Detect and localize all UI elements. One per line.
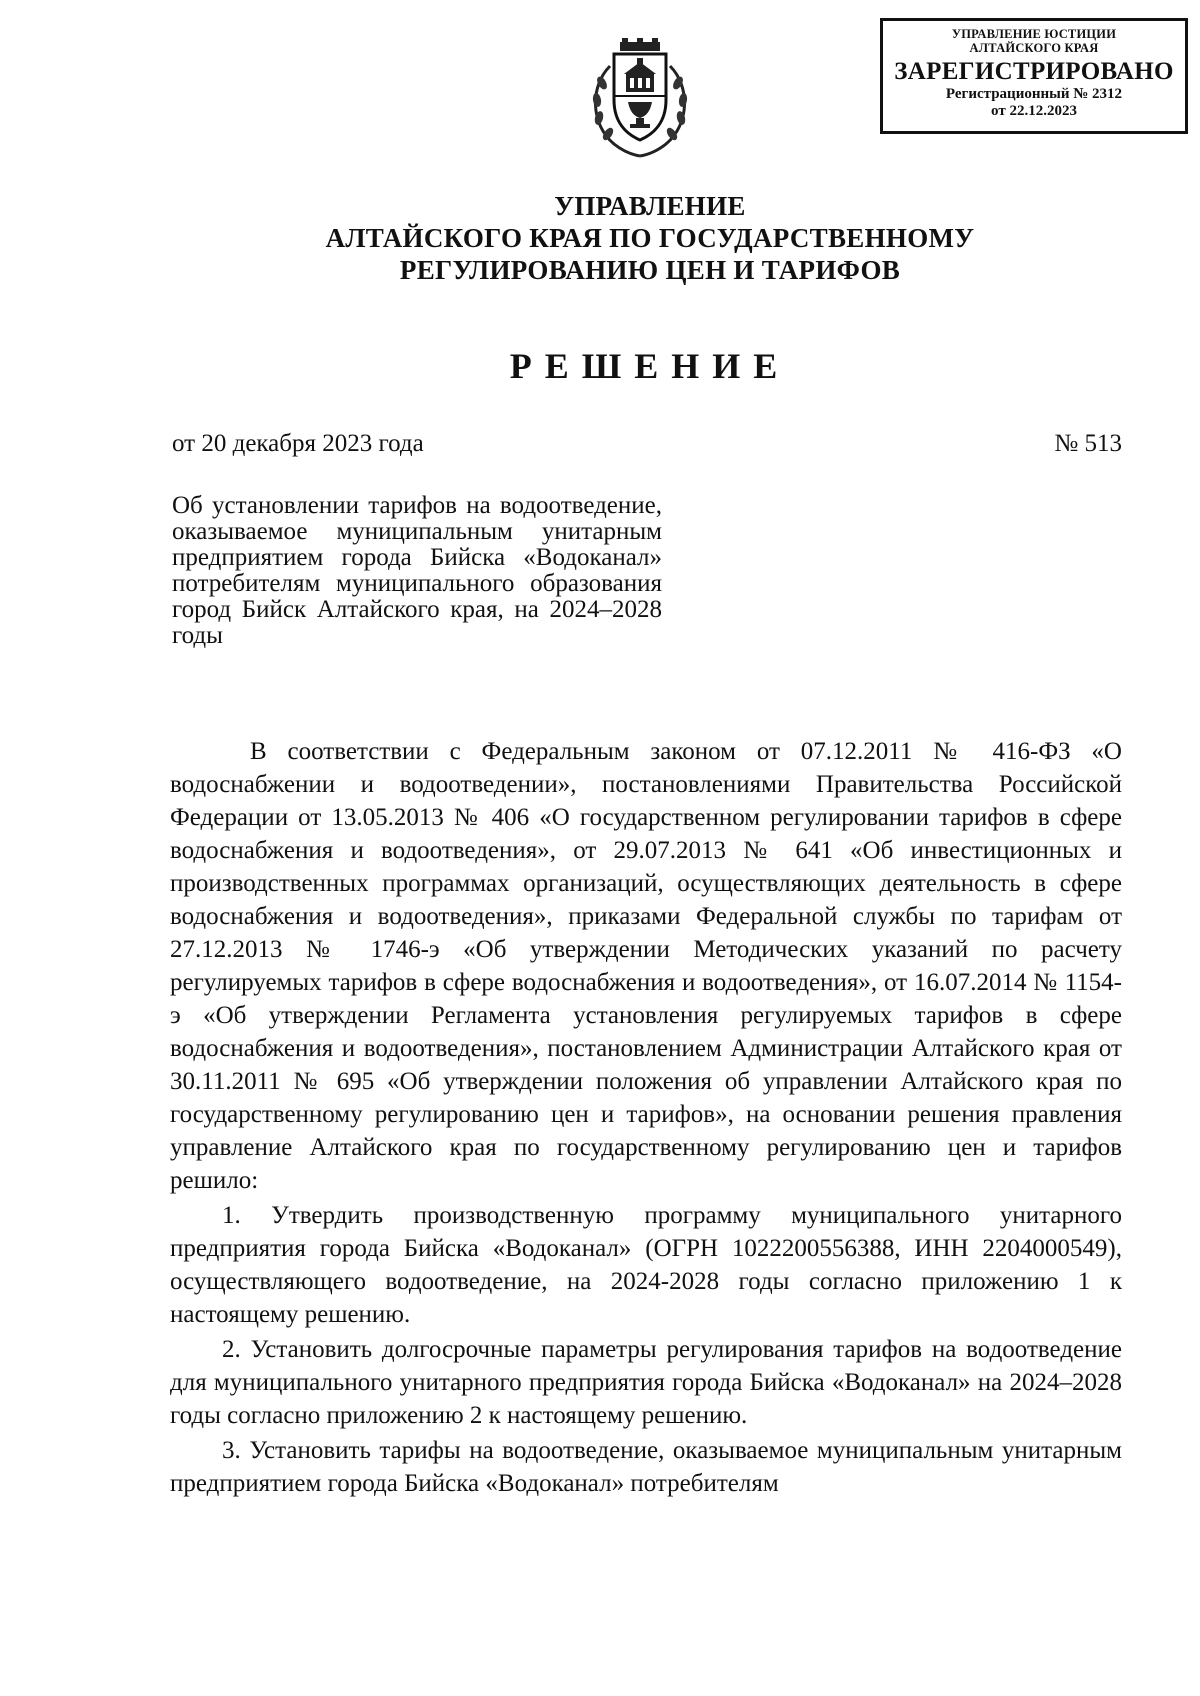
document-number: № 513 — [1054, 430, 1122, 457]
authority-line-2: АЛТАЙСКОГО КРАЯ ПО ГОСУДАРСТВЕННОМУ — [325, 223, 975, 253]
registration-stamp — [880, 18, 1188, 134]
document-type: РЕШЕНИЕ — [509, 346, 791, 386]
clause-1: 1. Утвердить производственную программу муниципального унитарного предприятия города Бийска «Водоканал» (ОГРН 1022200556388, ИНН 2204000549), осуществляющего водоотведение, на 2024-2028 годы согласно приложению 1 к настоящему решению. — [170, 1202, 1122, 1328]
document-subject: Об установлении тарифов на водоотведение, оказываемое муниципальным унитарным предприятием города Бийска «Водоканал» потребителям муниципального образования город Бийск Алтайского края, на 2024–2028 годы — [172, 492, 662, 649]
preamble-paragraph: В соответствии с Федеральным законом от 07.12.2011 № 416-ФЗ «О водоснабжении и водоотведении», постановлениями Правительства Российской Федерации от 13.05.2013 № 406 «О государственном регулировании тарифов в сфере водоснабжения и водоотведения», от 29.07.2013 № 641 «Об инвестиционных и производственных программах организаций, осуществляющих деятельность в сфере водоснабжения и водоотведения», приказами Федеральной службы по тарифам от 27.12.2013 № 1746-э «Об утверждении Методических указаний по расчету регулируемых тарифов в сфере водоснабжения и водоотведения», от 16.07.2014 № 1154-э «Об утверждении Регламента установления регулируемых тарифов в сфере водоснабжения и водоотведения», постановлением Администрации Алтайского края от 30.11.2011 № 695 «Об утверждении положения об управлении Алтайского края по государственному регулированию цен и тарифов», на основании решения правления управление Алтайского края по государственному регулированию цен и тарифов решило: — [170, 738, 1122, 1194]
stamp-title: ЗАРЕГИСТРИРОВАНО — [894, 58, 1174, 85]
clause-2: 2. Установить долгосрочные параметры регулирования тарифов на водоотведение для муниципального унитарного предприятия города Бийска «Водоканал» на 2024–2028 годы согласно приложению 2 к настоящему решению. — [170, 1336, 1122, 1429]
issuing-authority — [200, 190, 1100, 286]
document-date: от 20 декабря 2023 года — [172, 430, 424, 457]
stamp-reg-number: Регистрационный № 2312 — [945, 86, 1123, 102]
stamp-reg-date: от 22.12.2023 — [991, 103, 1077, 119]
coat-of-arms-icon — [584, 38, 696, 158]
stamp-org-line-2: АЛТАЙСКОГО КРАЯ — [969, 41, 1099, 55]
document-body — [170, 735, 1122, 1500]
authority-line-3: РЕГУЛИРОВАНИЮ ЦЕН И ТАРИФОВ — [399, 255, 901, 285]
authority-line-1: УПРАВЛЕНИЕ — [554, 191, 746, 221]
clause-3: 3. Установить тарифы на водоотведение, оказываемое муниципальным унитарным предприятием города Бийска «Водоканал» потребителям — [170, 1437, 1122, 1497]
stamp-org-line-1: УПРАВЛЕНИЕ ЮСТИЦИИ — [951, 27, 1117, 41]
